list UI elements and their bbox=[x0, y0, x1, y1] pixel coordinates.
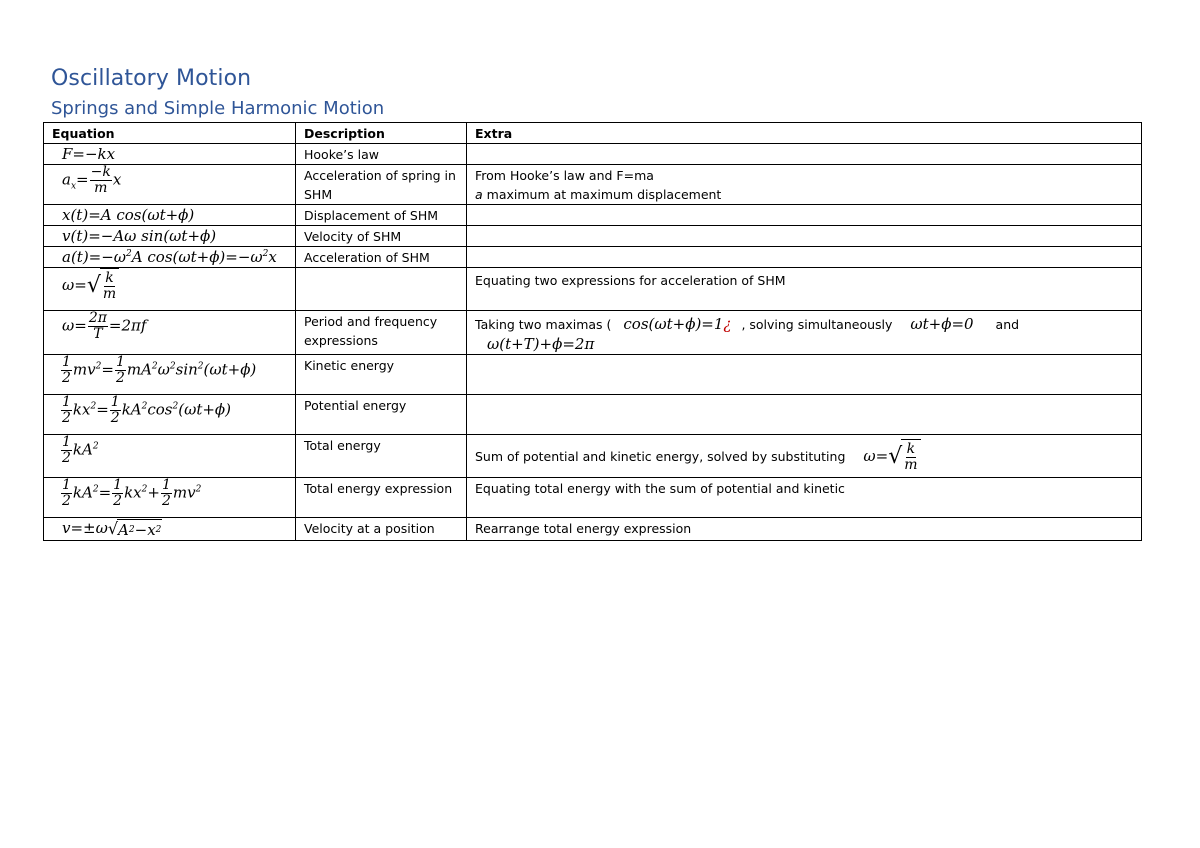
extra-cell bbox=[467, 355, 1142, 395]
header-description: Description bbox=[296, 123, 467, 144]
equations-table bbox=[43, 122, 1142, 541]
table-row bbox=[44, 518, 1142, 541]
extra-cell bbox=[467, 395, 1142, 435]
table-row bbox=[44, 435, 1142, 478]
table-row bbox=[44, 144, 1142, 165]
header-equation: Equation bbox=[44, 123, 296, 144]
equation-velocity: v(t)=−Aω sin(ωt+ϕ) bbox=[62, 227, 217, 245]
description-cell: Acceleration of SHM bbox=[296, 247, 467, 268]
table-row bbox=[44, 247, 1142, 268]
description-cell: Total energy bbox=[296, 435, 467, 478]
description-cell: Velocity at a position bbox=[296, 518, 467, 541]
extra-cell bbox=[467, 205, 1142, 226]
table-row bbox=[44, 478, 1142, 518]
equation-cell bbox=[44, 518, 296, 541]
equation-cell bbox=[44, 311, 296, 355]
extra-cell bbox=[467, 165, 1142, 205]
equation-cell bbox=[44, 226, 296, 247]
equation-cell bbox=[44, 268, 296, 311]
extra-variable: a bbox=[475, 187, 483, 202]
extra-line: From Hooke’s law and F=ma bbox=[475, 168, 654, 183]
extra-cell bbox=[467, 144, 1142, 165]
equation-total-energy-expression: $\frac{1}{2}$ $kA^2=$ $\frac{1}{2}$ $kx^2+$ $\frac{1}{2}$ $mv^2$ bbox=[62, 477, 202, 509]
equation-cos-max: cos(ωt+ϕ)=1¿ bbox=[623, 315, 732, 333]
equation-cell bbox=[44, 355, 296, 395]
extra-line: a maximum at maximum displacement bbox=[475, 187, 722, 202]
description-cell: Period and frequency expressions bbox=[296, 311, 467, 355]
description-cell: Velocity of SHM bbox=[296, 226, 467, 247]
equation-cell bbox=[44, 165, 296, 205]
extra-line: Taking two maximas ( cos(ωt+ϕ)=1¿ , solving simultaneously ωt+ϕ=0 and bbox=[475, 315, 1020, 333]
equation-total-energy: $\frac{1}{2}$ $kA^2$ bbox=[62, 434, 99, 466]
description-cell: Displacement of SHM bbox=[296, 205, 467, 226]
description-cell: Kinetic energy bbox=[296, 355, 467, 395]
description-cell: Hooke’s law bbox=[296, 144, 467, 165]
equation-acceleration: $a(t)=-\omega^2A$ $\cos(\omega t+\phi)=-\omega^2x$ bbox=[62, 248, 277, 266]
table-row bbox=[44, 226, 1142, 247]
equation-period-frequency: ω= $\frac{2\pi}{T}$ =2πf bbox=[62, 310, 147, 342]
equation-cell bbox=[44, 478, 296, 518]
document-title: Oscillatory Motion bbox=[51, 66, 252, 91]
equation-kinetic-energy: $\frac{1}{2}$ $mv^2=$ $\frac{1}{2}$ $mA^2\omega^2\sin^2(\omega t+\phi)$ bbox=[62, 354, 257, 386]
extra-cell: Sum of potential and kinetic energy, solved by substituting ω= √ $\frac{k}{m}$ bbox=[467, 435, 1142, 478]
table-row bbox=[44, 355, 1142, 395]
table-row bbox=[44, 395, 1142, 435]
header-extra: Extra bbox=[467, 123, 1142, 144]
equation-phase-zero: ωt+ϕ=0 bbox=[910, 315, 974, 333]
description-cell: Acceleration of spring in SHM bbox=[296, 165, 467, 205]
equation-cell bbox=[44, 435, 296, 478]
equation-cell bbox=[44, 144, 296, 165]
description-cell bbox=[296, 268, 467, 311]
equation-potential-energy: $\frac{1}{2}$ $kx^2=$ $\frac{1}{2}$ $kA^2\cos^2(\omega t+\phi)$ bbox=[62, 394, 232, 426]
equation-cell bbox=[44, 395, 296, 435]
description-cell: Total energy expression bbox=[296, 478, 467, 518]
extra-cell: Rearrange total energy expression bbox=[467, 518, 1142, 541]
equation-hookes-law: F=−kx bbox=[62, 145, 116, 163]
table-row bbox=[44, 311, 1142, 355]
extra-cell: Equating two expressions for acceleration of SHM bbox=[467, 268, 1142, 311]
extra-line bbox=[475, 334, 1133, 354]
equation-angular-frequency: ω= √ $\frac{k}{m}$ bbox=[62, 268, 119, 304]
equation-cell bbox=[44, 247, 296, 268]
extra-cell bbox=[467, 226, 1142, 247]
equation-velocity-position: v=±ω √ A 2 −x 2 bbox=[62, 518, 162, 539]
description-cell: Potential energy bbox=[296, 395, 467, 435]
equation-acceleration-spring: $a_x=$ $\frac{-k}{m}$ x bbox=[62, 164, 122, 196]
table-header-row bbox=[44, 123, 1142, 144]
equation-omega-substitution: ω= √ $\frac{k}{m}$ bbox=[863, 439, 920, 475]
table-row bbox=[44, 205, 1142, 226]
table-row bbox=[44, 165, 1142, 205]
equation-displacement: x(t)=A cos(ωt+ϕ) bbox=[62, 206, 195, 224]
extra-cell bbox=[467, 247, 1142, 268]
table-row bbox=[44, 268, 1142, 311]
equation-cell bbox=[44, 205, 296, 226]
extra-cell bbox=[467, 311, 1142, 355]
equation-phase-two-pi: ω(t+T)+ϕ=2π bbox=[487, 335, 595, 353]
extra-cell: Equating total energy with the sum of potential and kinetic bbox=[467, 478, 1142, 518]
section-heading: Springs and Simple Harmonic Motion bbox=[51, 98, 385, 119]
